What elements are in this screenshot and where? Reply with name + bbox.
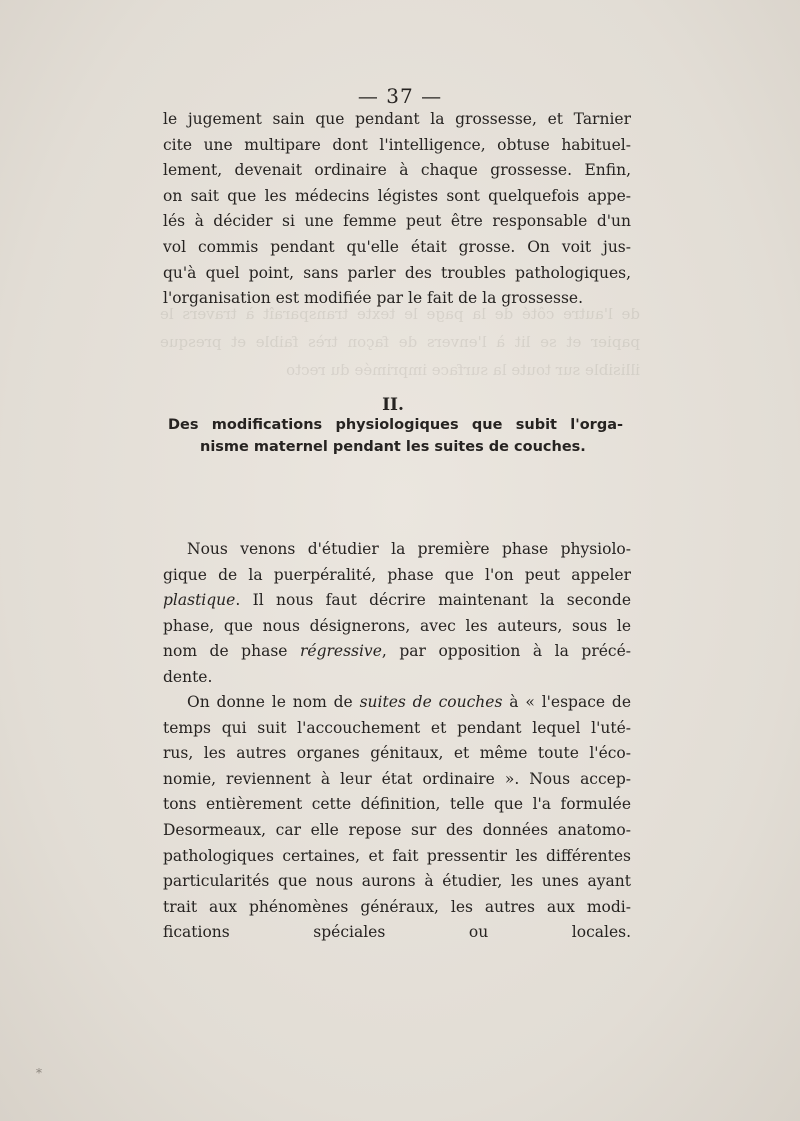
text-line: nom de phase régressive, par opposition à la précé- [163,642,631,661]
text-line: fications spéciales ou locales. [163,923,631,942]
text-line: dente. [163,667,213,686]
paragraph-1 [163,537,631,691]
text-line: plastique. Il nous faut décrire maintenant la seconde [163,591,631,610]
text-line [163,946,631,972]
bleed-through-text: de l'autre côté de la page le texte transparaît à travers le papier et se lit à l'envers de façon très faible et presque illisible sur toute la surface imprimée du recto [160,305,640,379]
heading-line: Des modifications physiologiques que subit l'orga- [168,417,623,433]
text-line: Nous venons d'étudier la première phase physiolo- [187,540,631,558]
text-line: gique de la puerpéralité, phase que l'on peut appeler [163,565,631,584]
text-line: le jugement sain que pendant la grossesse, et Tarnier [163,110,631,128]
text-line: lement, devenait ordinaire à chaque grossesse. Enfin, [163,161,631,180]
text-line: phase, que nous désignerons, avec les auteurs, sous le [163,616,631,635]
text-line: qu'à quel point, sans parler des troubles pathologiques, [163,263,631,282]
text-line: Desormeaux, car elle repose sur des données anatomo- [163,820,631,839]
paragraph-2 [163,690,631,972]
text-line: l'organisation est modifiée par le fait de la grossesse. [163,289,584,308]
text-line: cite une multipare dont l'intelligence, obtuse habituel- [163,135,631,154]
text-line: lés à décider si une femme peut être responsable d'un [163,212,631,231]
paragraph-top [163,107,631,312]
text-line: temps qui suit l'accouchement et pendant lequel l'uté- [163,718,631,737]
text-line: rus, les autres organes génitaux, et même toute l'éco- [163,744,631,763]
text-line: trait aux phénomènes généraux, les autres aux modi- [163,897,631,916]
italic-term: plastique [163,591,236,610]
section-number: II. [382,395,404,415]
italic-term: régressive [299,642,382,661]
text-line: vol commis pendant qu'elle était grosse. On voit jus- [163,237,631,256]
text-line: nomie, reviennent à leur état ordinaire ». Nous accep- [163,769,631,788]
margin-mark: * [36,1066,42,1080]
text-line: tons entièrement cette définition, telle que l'a formulée [163,795,631,814]
page-number: — 37 — [357,84,443,108]
text-line: particularités que nous aurons à étudier, les unes ayant [163,872,631,891]
text-line: on sait que les médecins légistes sont quelquefois appe- [163,186,631,205]
text-line: On donne le nom de suites de couches à « l'espace de [187,693,631,711]
heading-line: nisme maternel pendant les suites de couches. [200,439,586,455]
text-line: pathologiques certaines, et fait pressentir les différentes [163,846,631,865]
italic-term: suites de couches [359,693,503,711]
section-heading [168,414,623,458]
